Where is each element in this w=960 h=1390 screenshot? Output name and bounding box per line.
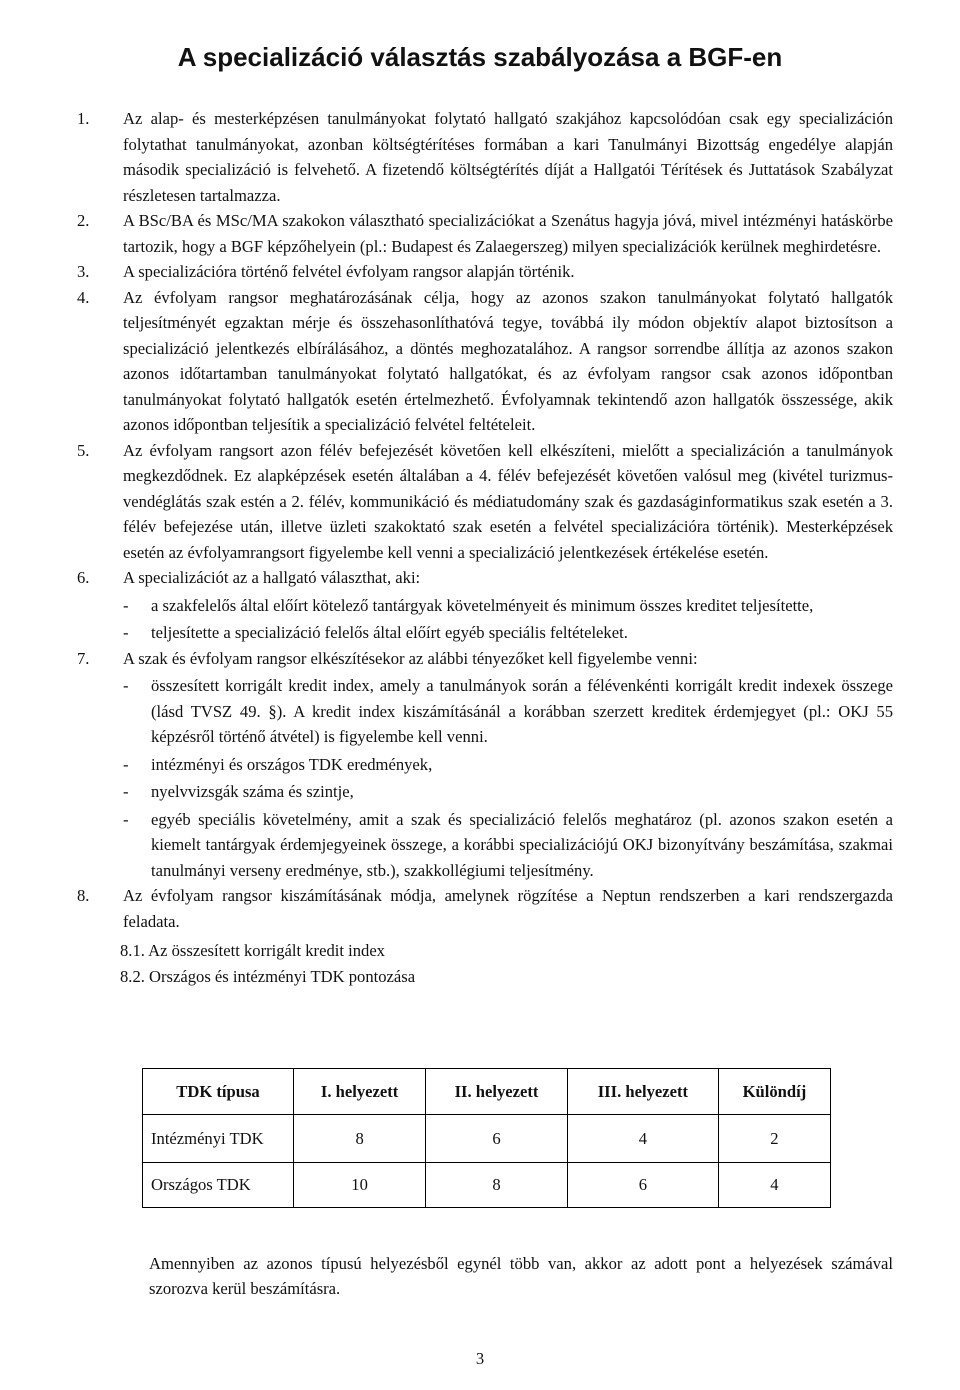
list-item xyxy=(77,438,893,566)
item-number: 8. xyxy=(77,886,90,905)
table-row xyxy=(143,1163,831,1208)
sub-item-text: intézményi és országos TDK eredmények, xyxy=(151,754,433,774)
item-text: Az alap- és mesterképzésen tanulmányokat folytató hallgató szakjához kapcsolódóan csak egy specializáción folytathat tanulmányokat, azonban költségtérítéses formában a kari Tanulmányi Bizottság engedélye alapján második specializáció is felvehető. A fizetendő költségtérítés díját a Hallgatói Térítések és Juttatások Szabályzat részletesen tartalmazza. xyxy=(123,109,893,205)
table-cell: 4 xyxy=(567,1115,718,1163)
row-label: Országos TDK xyxy=(143,1163,294,1208)
subsection-heading: 8.2. Országos és intézményi TDK pontozása xyxy=(120,966,416,986)
item-text: Az évfolyam rangsort azon félév befejezését követően kell elkészíteni, mielőtt a specializáción a tanulmányok megkezdődnek. Ez alapképzések esetén általában a 4. félév befejezését követően valósul meg (kivétel turizmus-vendéglátás szak estén a 2. félév, kommunikáció és médiatudomány szak és gazdaságinformatikus szak esetén a 3. félév befejezése után, illetve üzleti szakoktató szak esetén a felvétel specializációra történik). Mesterképzések esetén az évfolyamrangsort figyelembe kell venni a specializáció jelentkezések értékelése esetén. xyxy=(123,440,893,562)
list-item xyxy=(77,285,893,438)
item-number: 4. xyxy=(77,287,90,307)
bullet-dash: - xyxy=(123,754,129,774)
list-item xyxy=(77,883,893,934)
sub-item xyxy=(123,620,893,646)
item-text: A BSc/BA és MSc/MA szakokon választható specializációkat a Szenátus hagyja jóvá, mivel intézményi hatáskörbe tartozik, hogy a BGF képzőhelyein (pl.: Budapest és Zalaegerszeg) milyen specializációk kerülnek meghirdetésre. xyxy=(123,211,893,256)
sub-item-text: egyéb speciális követelmény, amit a szak és specializáció felelős meghatároz (pl. azonos szakon esetén a kiemelt tantárgyak érdemjegyeinek összege, a korábbi specializációjú OKJ bizonyítvány beszámítása, szakmai tanulmányi verseny eredménye, stb.), szakkollégiumi teljesítmény. xyxy=(151,809,893,880)
list-item xyxy=(77,565,893,646)
item-number: 5. xyxy=(77,440,90,460)
item-number: 7. xyxy=(77,648,90,668)
page-number: 3 xyxy=(475,1349,485,1368)
bullet-dash: - xyxy=(123,595,129,615)
item-number: 6. xyxy=(77,568,90,587)
row-label: Intézményi TDK xyxy=(143,1115,294,1163)
item-text: Az évfolyam rangsor kiszámításának módja, amelynek rögzítése a Neptun rendszerben a kari rendszergazda feladata. xyxy=(123,886,893,931)
bullet-dash: - xyxy=(123,676,129,695)
subsection-heading: 8.1. Az összesített korrigált kredit index xyxy=(120,941,385,960)
bullet-dash: - xyxy=(123,782,129,801)
sub-item xyxy=(123,779,893,805)
footnote-paragraph: Amennyiben az azonos típusú helyezésből egynél több van, akkor az adott pont a helyezések számával szorozva kerül beszámításra. xyxy=(149,1254,893,1298)
table-cell: 10 xyxy=(294,1163,426,1208)
column-header: II. helyezett xyxy=(426,1069,568,1115)
list-item xyxy=(77,106,893,208)
column-header: TDK típusa xyxy=(143,1069,294,1115)
item-text: Az évfolyam rangsor meghatározásának célja, hogy az azonos szakon tanulmányokat folytató hallgatók teljesítményét egzaktan mérje és összehasonlíthatóvá tegye, továbbá ily módon objektív alapot biztosítson a specializáció jelentkezés elbírálásához, a döntés meghozatalához. A rangsor sorrendbe állítja az azonos szakon azonos időtartamban tanulmányokat folytató hallgatókat, és az évfolyam rangsor csak azonos időpontban tanulmányokat folytató hallgatók esetén értelmezhető. Évfolyamnak tekintendő azon hallgatók összessége, akik azonos időpontban teljesítik a specializáció felvétel feltételeit. xyxy=(123,287,893,434)
sub-item xyxy=(123,593,893,619)
table-cell: 8 xyxy=(294,1115,426,1163)
bullet-dash: - xyxy=(123,623,129,642)
table-cell: 2 xyxy=(718,1115,830,1163)
list-item xyxy=(77,646,893,884)
column-header: III. helyezett xyxy=(567,1069,718,1115)
list-item xyxy=(77,259,893,285)
item-number: 2. xyxy=(77,211,90,230)
table-row xyxy=(143,1115,831,1163)
item-text: A specializációt az a hallgató választhat, aki: xyxy=(123,568,421,587)
rules-list xyxy=(77,106,893,989)
column-header: Különdíj xyxy=(718,1069,830,1115)
item-number: 3. xyxy=(77,262,90,281)
table-cell: 8 xyxy=(426,1163,568,1208)
table-cell: 6 xyxy=(567,1163,718,1208)
item-text: A specializációra történő felvétel évfolyam rangsor alapján történik. xyxy=(123,262,575,281)
item-number: 1. xyxy=(77,109,90,128)
list-item xyxy=(77,208,893,259)
tdk-score-table xyxy=(142,1068,831,1208)
item-text: A szak és évfolyam rangsor elkészítésekor az alábbi tényezőket kell figyelembe venni: xyxy=(123,648,698,668)
page-title: A specializáció választás szabályozása a BGF-en xyxy=(177,42,783,72)
sub-item xyxy=(123,807,893,884)
sub-item xyxy=(123,673,893,750)
column-header: I. helyezett xyxy=(294,1069,426,1115)
table-cell: 6 xyxy=(426,1115,568,1163)
sub-item-text: nyelvvizsgák száma és szintje, xyxy=(151,782,354,801)
bullet-dash: - xyxy=(123,809,129,829)
table-header-row xyxy=(143,1069,831,1115)
sub-item-text: összesített korrigált kredit index, amely a tanulmányok során a félévenkénti korrigált kredit indexek összege (lásd TVSZ 49. §). A kredit index kiszámításánál a korábban szerzett kreditek érdemjegyet (pl.: OKJ 55 képzésről történő átvétel) is figyelembe kell venni. xyxy=(151,676,893,746)
sub-item-text: a szakfelelős által előírt kötelező tantárgyak követelményeit és minimum összes kreditet teljesítette, xyxy=(151,595,814,615)
table-cell: 4 xyxy=(718,1163,830,1208)
sub-item-text: teljesítette a specializáció felelős által előírt egyéb speciális feltételeket. xyxy=(151,623,628,642)
sub-item xyxy=(123,752,893,778)
